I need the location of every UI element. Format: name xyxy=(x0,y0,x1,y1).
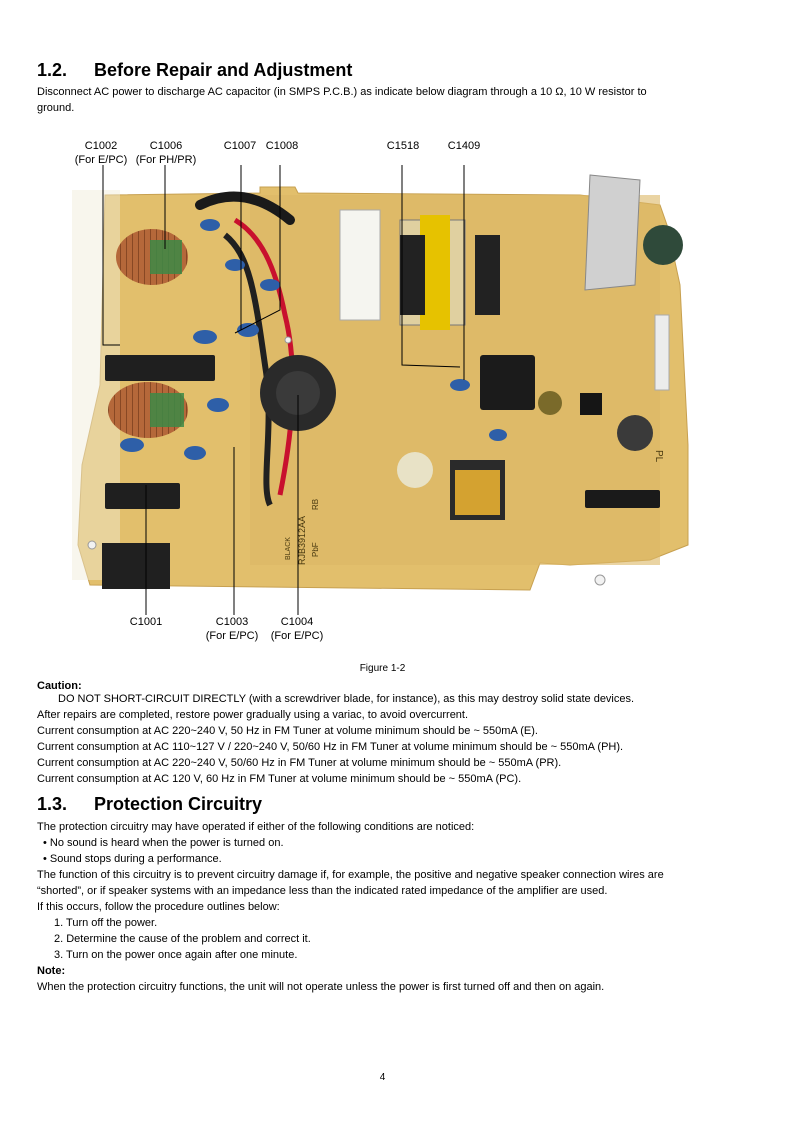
step-2: 2. Determine the cause of the problem and correct it. xyxy=(54,933,311,945)
callout-c1409: C1409 xyxy=(447,140,481,152)
consumption-pc: Current consumption at AC 120 V, 60 Hz in FM Tuner at volume minimum should be ~ 550mA (PC). xyxy=(37,773,522,785)
board-part-no: RJB3912AA xyxy=(297,515,307,565)
page-number: 4 xyxy=(379,1072,386,1083)
consumption-e: Current consumption at AC 220~240 V, 50 Hz in FM Tuner at volume minimum should be ~ 550mA (E). xyxy=(37,725,538,737)
section-heading-1-2 xyxy=(37,60,352,81)
if-occurs-line: If this occurs, follow the procedure outlines below: xyxy=(37,901,280,913)
note-heading: Note: xyxy=(37,965,66,977)
note-text: When the protection circuitry functions, the unit will not operate unless the power is first turned off and then on again. xyxy=(37,981,605,993)
bullet-no-sound: • No sound is heard when the power is turned on. xyxy=(43,837,284,849)
step-3: 3. Turn on the power once again after one minute. xyxy=(54,949,298,961)
board-pl: PL xyxy=(653,450,664,463)
board-pbf: PbF xyxy=(311,542,320,557)
function-line-2: “shorted”, or if speaker systems with an impedance less than the indicated rated impedance of the amplifier are used. xyxy=(37,885,608,897)
heatsink-icon xyxy=(585,175,640,290)
smps-pcb-photo xyxy=(60,165,715,615)
callout-c1008: C1008 xyxy=(265,140,299,152)
section-title: Before Repair and Adjustment xyxy=(94,60,353,80)
callout-label: C1004 xyxy=(280,616,314,628)
section-title: Protection Circuitry xyxy=(94,794,263,814)
intro-line-1: Disconnect AC power to discharge AC capacitor (in SMPS P.C.B.) as indicate below diagram through a 10 Ω, 10 W resistor to xyxy=(37,86,647,98)
board-rb: RB xyxy=(311,498,320,510)
callout-c1007: C1007 xyxy=(223,140,257,152)
capacitor-icon xyxy=(643,225,683,265)
figure-caption: Figure 1-2 xyxy=(359,663,406,674)
callout-c1003 xyxy=(199,615,265,643)
function-line-1: The function of this circuitry is to prevent circuitry damage if, for example, the positive and negative speaker connection wires are xyxy=(37,869,664,881)
board-black: BLACK xyxy=(285,537,292,560)
callout-sub: (For PH/PR) xyxy=(135,154,197,166)
intro-line-2: ground. xyxy=(37,102,75,114)
caution-line-2: After repairs are completed, restore power gradually using a variac, to avoid overcurrent. xyxy=(37,709,469,721)
section-number: 1.3. xyxy=(37,794,68,814)
callout-label: C1002 xyxy=(84,140,118,152)
consumption-ph: Current consumption at AC 110~127 V / 220~240 V, 50/60 Hz in FM Tuner at volume minimum should be ~ 550mA (PH). xyxy=(37,741,624,753)
callout-c1518: C1518 xyxy=(386,140,420,152)
callout-c1001: C1001 xyxy=(129,616,163,628)
callout-c1004 xyxy=(264,615,330,643)
protection-intro: The protection circuitry may have operated if either of the following conditions are noticed: xyxy=(37,821,475,833)
callout-label: C1006 xyxy=(149,140,183,152)
callout-sub: (For E/PC) xyxy=(270,630,324,642)
caution-heading: Caution: xyxy=(37,680,82,692)
callout-sub: (For E/PC) xyxy=(74,154,128,166)
step-1: 1. Turn off the power. xyxy=(54,917,158,929)
callout-c1006 xyxy=(130,139,202,167)
callout-sub: (For E/PC) xyxy=(205,630,259,642)
section-heading-1-3 xyxy=(37,794,262,815)
callout-c1002 xyxy=(68,139,134,167)
callout-label: C1003 xyxy=(215,616,249,628)
consumption-pr: Current consumption at AC 220~240 V, 50/60 Hz in FM Tuner at volume minimum should be ~ 550mA (PR). xyxy=(37,757,562,769)
caution-line-1: DO NOT SHORT-CIRCUIT DIRECTLY (with a screwdriver blade, for instance), as this may destroy solid state devices. xyxy=(58,693,635,705)
bullet-sound-stops: • Sound stops during a performance. xyxy=(43,853,222,865)
section-number: 1.2. xyxy=(37,60,68,80)
